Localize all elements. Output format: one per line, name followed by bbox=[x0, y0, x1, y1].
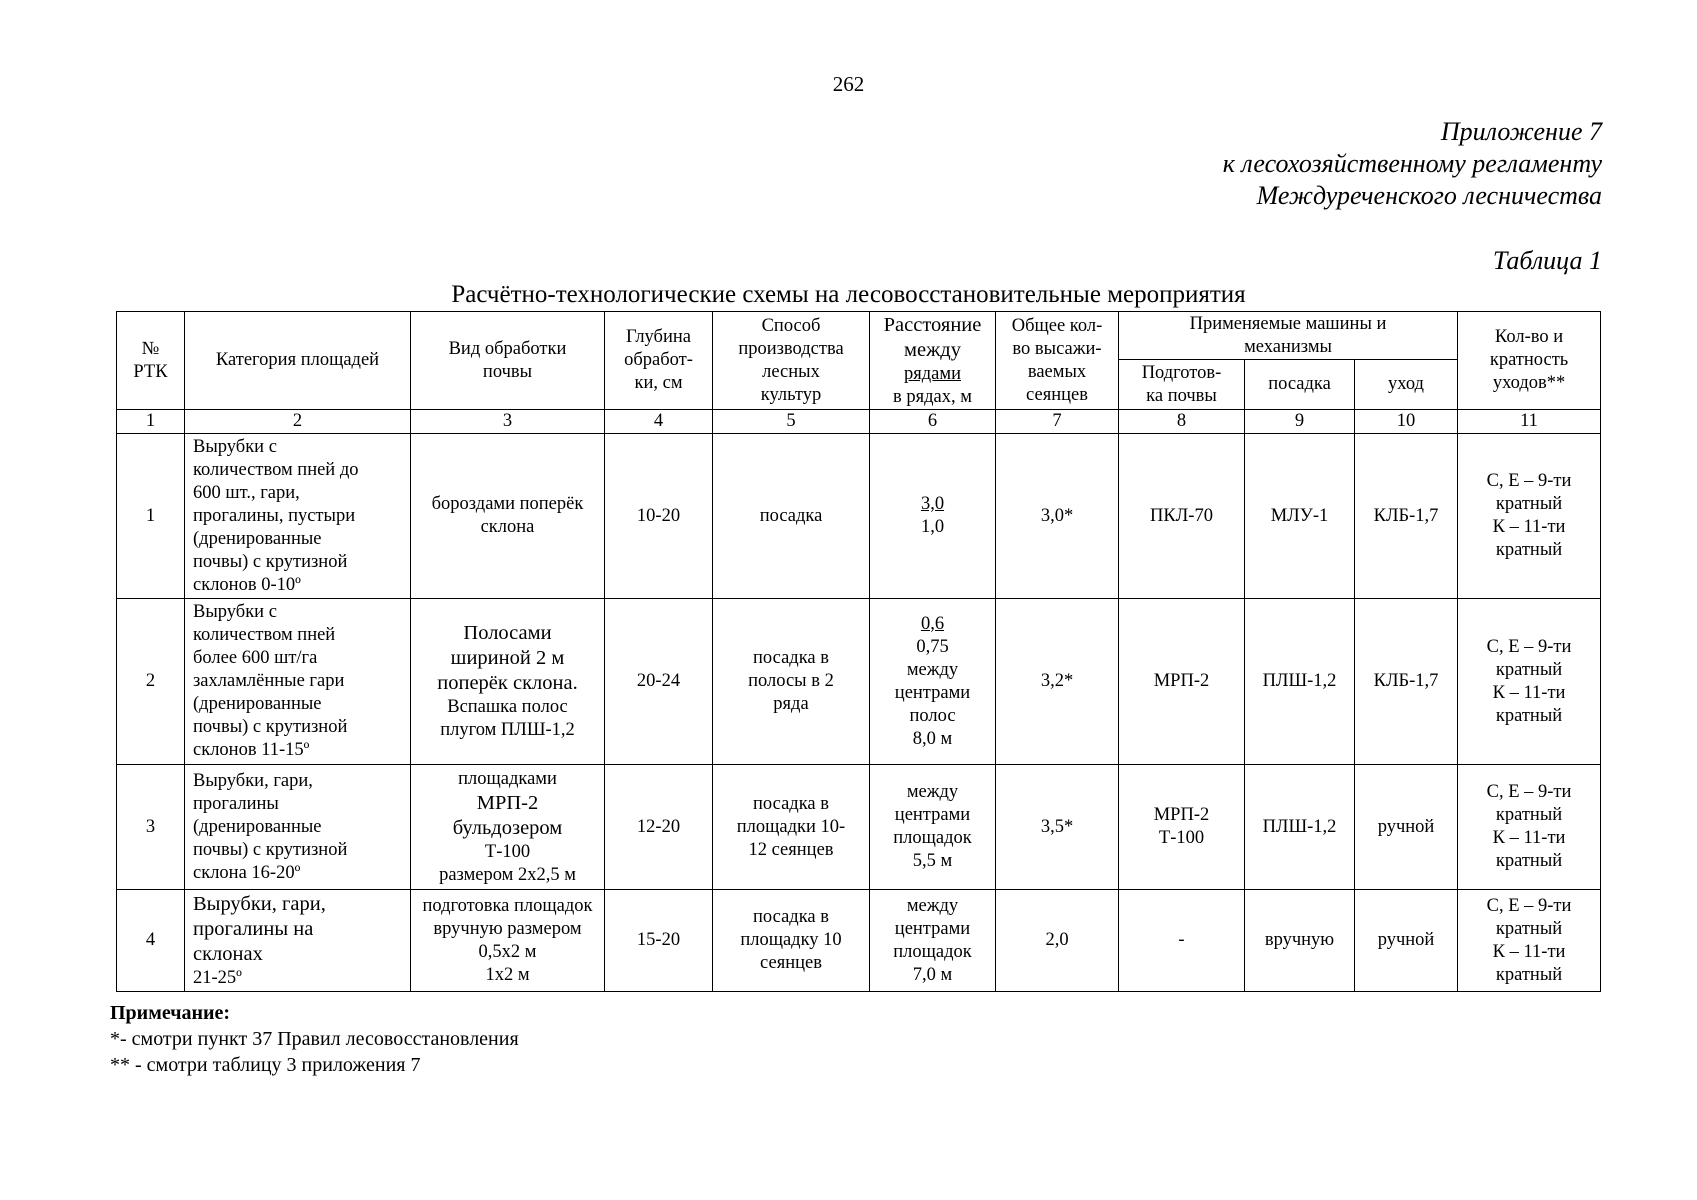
header-category: Категория площадей bbox=[185, 312, 411, 410]
cell-plant: вручную bbox=[1245, 890, 1355, 992]
cell-prep: МРП-2 bbox=[1119, 599, 1245, 765]
cell-care: КЛБ-1,7 bbox=[1355, 599, 1458, 765]
notes bbox=[110, 1000, 519, 1078]
cell-rtk: 3 bbox=[117, 765, 185, 890]
cell-total: 3,5* bbox=[996, 765, 1119, 890]
cell-prep: МРП-2 Т-100 bbox=[1119, 765, 1245, 890]
table-row bbox=[117, 434, 1601, 599]
note-line: *- смотри пункт 37 Правил лесовосстановления bbox=[110, 1028, 519, 1050]
column-number: 3 bbox=[411, 410, 605, 434]
cell-care-count: С, Е – 9-ти кратный К – 11-ти кратный bbox=[1458, 890, 1601, 992]
cell-depth: 20-24 bbox=[605, 599, 713, 765]
cell-plant: МЛУ-1 bbox=[1245, 434, 1355, 599]
cell-care: ручной bbox=[1355, 765, 1458, 890]
cell-care: ручной bbox=[1355, 890, 1458, 992]
table-title: Расчётно-технологические схемы на лесовосстановительные мероприятия bbox=[451, 281, 1246, 308]
column-number: 10 bbox=[1355, 410, 1458, 434]
header-rtk: № РТК bbox=[117, 312, 185, 410]
cell-distance: 0,6 0,75 между центрами полос 8,0 м bbox=[870, 599, 996, 765]
cell-depth: 15-20 bbox=[605, 890, 713, 992]
header-machines-prep: Подготов- ка почвы bbox=[1119, 360, 1245, 410]
cell-care-count: С, Е – 9-ти кратный К – 11-ти кратный bbox=[1458, 765, 1601, 890]
header-soil-treatment: Вид обработки почвы bbox=[411, 312, 605, 410]
table-label: Таблица 1 bbox=[1492, 246, 1602, 275]
table-row bbox=[117, 765, 1601, 890]
appendix-line: Приложение 7 bbox=[1440, 117, 1602, 146]
cell-rtk: 2 bbox=[117, 599, 185, 765]
cell-distance: между центрами площадок 7,0 м bbox=[870, 890, 996, 992]
cell-method: посадка в полосы в 2 ряда bbox=[713, 599, 870, 765]
cell-plant: ПЛШ-1,2 bbox=[1245, 765, 1355, 890]
header-machines-plant: посадка bbox=[1245, 360, 1355, 410]
column-number: 5 bbox=[713, 410, 870, 434]
cell-rtk: 4 bbox=[117, 890, 185, 992]
cell-method: посадка в площадку 10 сеянцев bbox=[713, 890, 870, 992]
page-number: 262 bbox=[832, 72, 865, 96]
column-number: 6 bbox=[870, 410, 996, 434]
cell-distance: 3,0 1,0 bbox=[870, 434, 996, 599]
cell-category: Вырубки с количеством пней до 600 шт., гари, прогалины, пустыри (дренированные почвы) с крутизной склонов 0-10º bbox=[185, 434, 411, 599]
column-number: 9 bbox=[1245, 410, 1355, 434]
cell-prep: ПКЛ-70 bbox=[1119, 434, 1245, 599]
cell-soil: Полосами шириной 2 м поперёк склона. Вспашка полос плугом ПЛШ-1,2 bbox=[411, 599, 605, 765]
cell-total: 3,2* bbox=[996, 599, 1119, 765]
column-number: 8 bbox=[1119, 410, 1245, 434]
column-number: 1 bbox=[117, 410, 185, 434]
cell-total: 3,0* bbox=[996, 434, 1119, 599]
cell-distance: между центрами площадок 5,5 м bbox=[870, 765, 996, 890]
cell-category: Вырубки, гари, прогалины (дренированные почвы) с крутизной склона 16-20º bbox=[185, 765, 411, 890]
rtk-table bbox=[116, 311, 1601, 992]
column-number: 2 bbox=[185, 410, 411, 434]
note-line: ** - смотри таблицу 3 приложения 7 bbox=[110, 1054, 421, 1076]
header-depth: Глубина обработ- ки, см bbox=[605, 312, 713, 410]
header-machines: Применяемые машины и механизмы bbox=[1119, 312, 1458, 360]
cell-plant: ПЛШ-1,2 bbox=[1245, 599, 1355, 765]
table-row bbox=[117, 599, 1601, 765]
cell-care: КЛБ-1,7 bbox=[1355, 434, 1458, 599]
cell-total: 2,0 bbox=[996, 890, 1119, 992]
notes-title: Примечание: bbox=[110, 1002, 231, 1024]
header-distance: Расстояние между рядами в рядах, м bbox=[870, 312, 996, 410]
header-machines-care: уход bbox=[1355, 360, 1458, 410]
table-row bbox=[117, 890, 1601, 992]
header-method: Способ производства лесных культур bbox=[713, 312, 870, 410]
appendix-heading bbox=[1223, 116, 1602, 212]
header-care-count: Кол-во и кратность уходов** bbox=[1458, 312, 1601, 410]
cell-method: посадка bbox=[713, 434, 870, 599]
cell-care-count: С, Е – 9-ти кратный К – 11-ти кратный bbox=[1458, 599, 1601, 765]
cell-soil: площадками МРП-2 бульдозером Т-100 размером 2х2,5 м bbox=[411, 765, 605, 890]
column-number: 11 bbox=[1458, 410, 1601, 434]
cell-method: посадка в площадки 10- 12 сеянцев bbox=[713, 765, 870, 890]
cell-soil: подготовка площадок вручную размером 0,5х2 м 1х2 м bbox=[411, 890, 605, 992]
cell-rtk: 1 bbox=[117, 434, 185, 599]
column-number-row bbox=[117, 410, 1601, 434]
header-total-seedlings: Общее кол- во высажи- ваемых сеянцев bbox=[996, 312, 1119, 410]
column-number: 4 bbox=[605, 410, 713, 434]
cell-category: Вырубки, гари, прогалины на склонах 21-25º bbox=[185, 890, 411, 992]
appendix-line: Междуреченского лесничества bbox=[1256, 181, 1602, 210]
header-row bbox=[117, 312, 1601, 360]
appendix-line: к лесохозяйственному регламенту bbox=[1222, 149, 1602, 178]
cell-soil: бороздами поперёк склона bbox=[411, 434, 605, 599]
cell-prep: - bbox=[1119, 890, 1245, 992]
column-number: 7 bbox=[996, 410, 1119, 434]
cell-depth: 10-20 bbox=[605, 434, 713, 599]
cell-care-count: С, Е – 9-ти кратный К – 11-ти кратный bbox=[1458, 434, 1601, 599]
cell-category: Вырубки с количеством пней более 600 шт/га захламлённые гари (дренированные почвы) с крутизной склонов 11-15º bbox=[185, 599, 411, 765]
cell-depth: 12-20 bbox=[605, 765, 713, 890]
